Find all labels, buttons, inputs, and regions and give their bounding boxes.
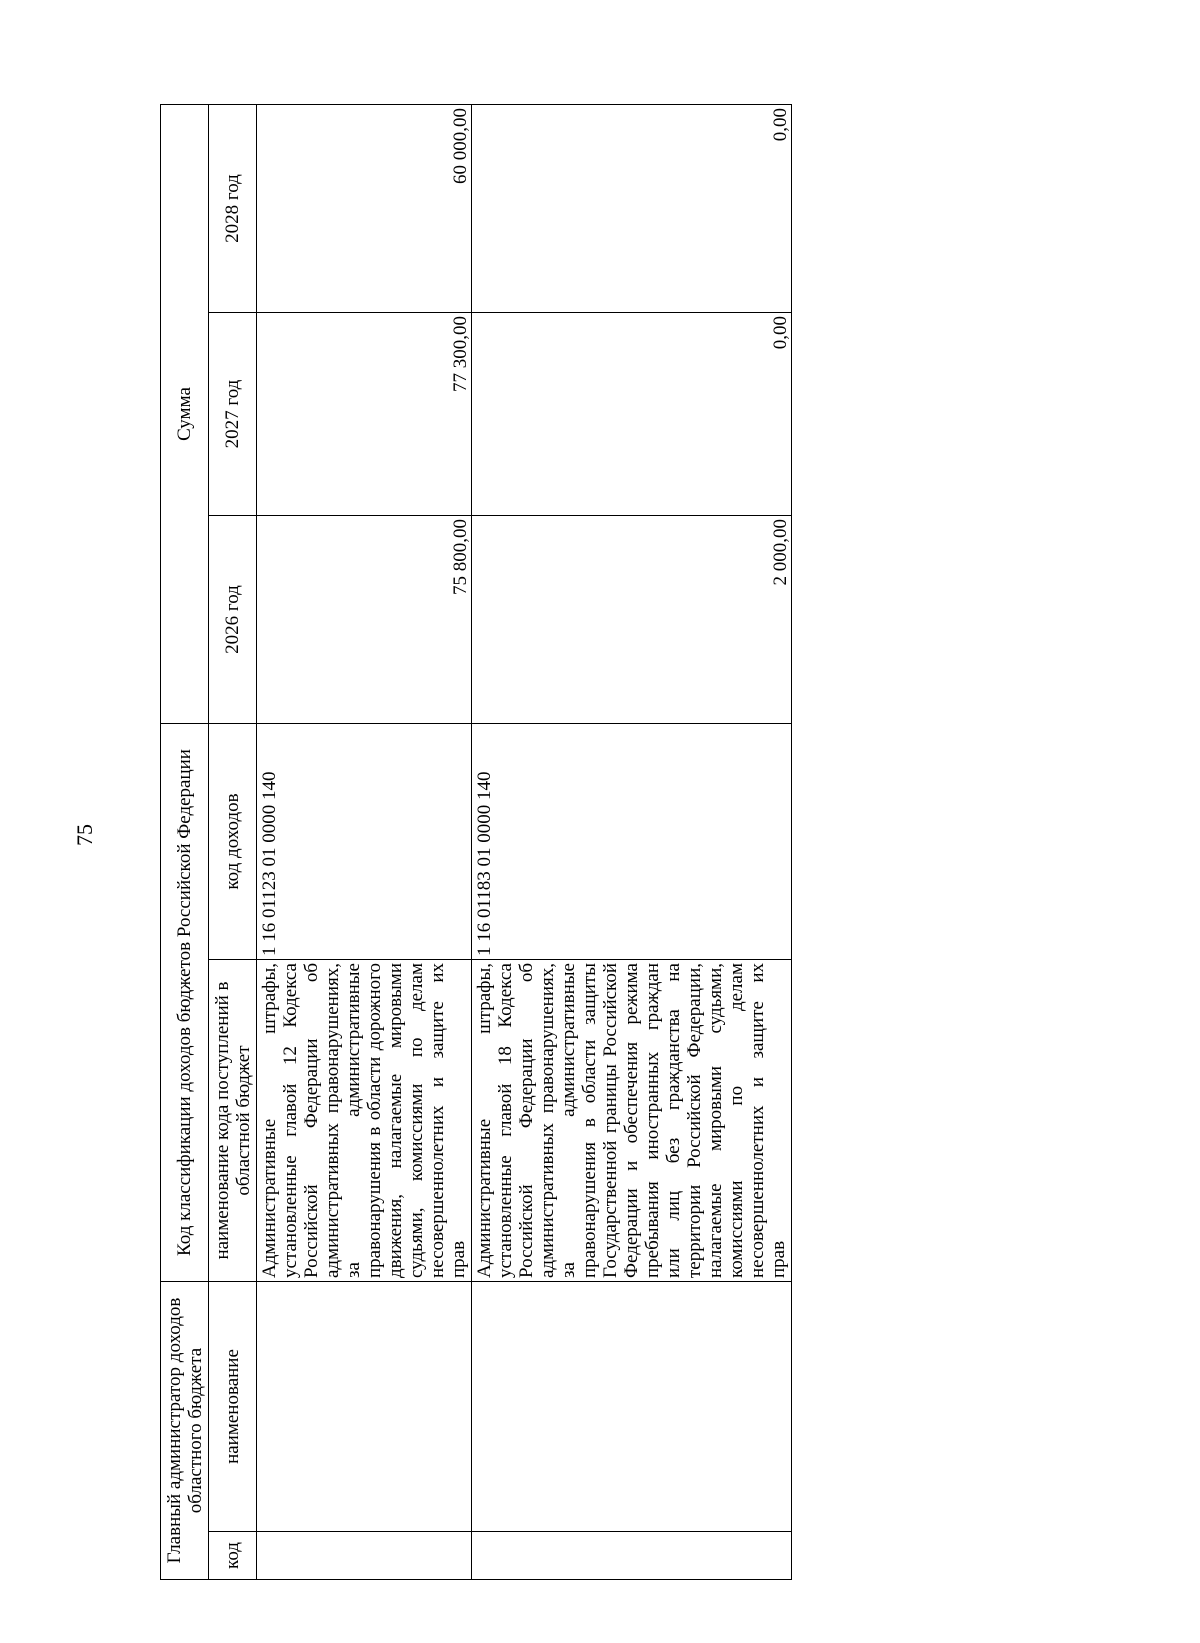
col-header-2027: 2027 год	[209, 313, 257, 516]
sum-2026-cell: 75 800,00	[257, 516, 472, 724]
col-header-2026: 2026 год	[209, 516, 257, 724]
admin-code-cell	[472, 1532, 792, 1580]
admin-code-cell	[257, 1532, 472, 1580]
admin-name-cell	[472, 1282, 792, 1532]
col-header-2028: 2028 год	[209, 104, 257, 312]
col-header-name: наименование	[209, 1282, 257, 1532]
header-row-top	[161, 104, 209, 1579]
page-number: 75	[72, 824, 97, 846]
col-header-income-code: код доходов	[209, 724, 257, 960]
rotated-table-container	[160, 105, 1000, 1580]
income-name-cell: Административные штрафы, установленные главой 12 Кодекса Российской Федерации об административных правонарушениях, за административные правонарушения в области дорожного движения, налагаемые мировыми судьями, комиссиями по делам несовершеннолетних и защите их прав	[257, 960, 472, 1282]
sum-2026-cell: 2 000,00	[472, 516, 792, 724]
sum-2027-cell: 0,00	[472, 313, 792, 516]
classification-group-header: Код классификации доходов бюджетов Российской Федерации	[161, 724, 209, 1282]
table-row	[257, 104, 472, 1579]
income-name-cell: Административные штрафы, установленные главой 18 Кодекса Российской Федерации об административных правонарушениях, за административные правонарушения в области защиты Государственной границы Российской Федерации и обеспечения режима пребывания иностранных граждан или лиц без гражданства на территории Российской Федерации, налагаемые мировыми судьями, комиссиями по делам несовершеннолетних и защите их прав	[472, 960, 792, 1282]
col-header-income-name: наименование кода поступлений в областной бюджет	[209, 960, 257, 1282]
table-row	[472, 104, 792, 1579]
sum-2028-cell: 0,00	[472, 104, 792, 312]
header-row-sub	[209, 104, 257, 1579]
sum-group-header: Сумма	[161, 104, 209, 723]
sum-2027-cell: 77 300,00	[257, 313, 472, 516]
income-code-cell: 1 16 01123 01 0000 140	[257, 724, 472, 960]
budget-table	[160, 104, 792, 1580]
col-header-code: код	[209, 1532, 257, 1580]
sum-2028-cell: 60 000,00	[257, 104, 472, 312]
income-code-cell: 1 16 01183 01 0000 140	[472, 724, 792, 960]
admin-group-header: Главный администратор доходов областного бюджета	[161, 1282, 209, 1580]
admin-name-cell	[257, 1282, 472, 1532]
